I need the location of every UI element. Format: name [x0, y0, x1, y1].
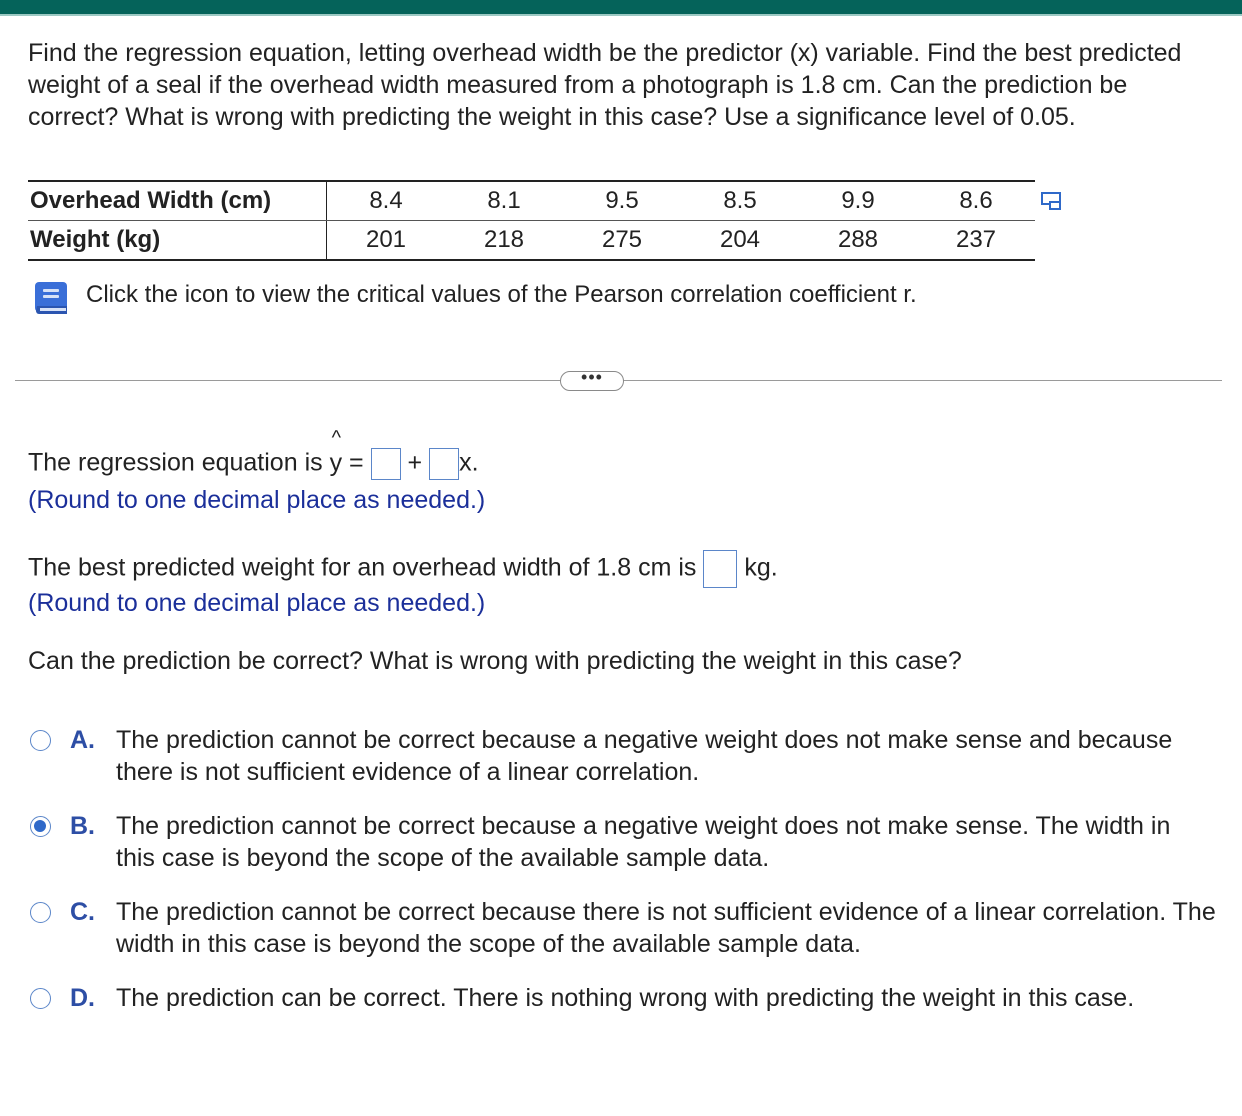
y-symbol: y [329, 448, 343, 477]
table-cell: 201 [327, 221, 446, 261]
option-letter: D. [70, 984, 95, 1012]
table-cell: 9.9 [799, 181, 917, 221]
question-two: Can the prediction be correct? What is wrong with predicting the weight in this case? [28, 647, 962, 675]
option-letter: B. [70, 812, 95, 840]
data-table [28, 180, 1035, 261]
radio-option-b-selected[interactable] [30, 816, 51, 837]
radio-option-c[interactable] [30, 902, 51, 923]
table-row [28, 221, 1035, 261]
radio-option-d[interactable] [30, 988, 51, 1009]
prediction-line [28, 550, 778, 588]
hat-symbol: ^ [331, 426, 341, 449]
prediction-unit: kg. [744, 553, 778, 582]
option-text: The prediction cannot be correct because a negative weight does not make sense. The width in this case is beyond the scope of the available sample data. [116, 812, 1171, 872]
regression-rounding-hint: (Round to one decimal place as needed.) [28, 486, 486, 514]
top-bar [0, 0, 1242, 14]
option-letter: C. [70, 898, 95, 926]
equals-sign: = [349, 448, 364, 477]
table-cell: 8.5 [681, 181, 799, 221]
table-row [28, 181, 1035, 221]
y-hat [329, 426, 343, 478]
predicted-weight-input[interactable] [703, 550, 737, 588]
top-bar-line [0, 14, 1242, 16]
book-icon[interactable] [31, 278, 71, 318]
regression-prefix: The regression equation is [28, 448, 323, 477]
question-text: Find the regression equation, letting overhead width be the predictor (x) variable. Find the best predicted weight of a seal if the overhead width measured from a photograph is 1.8 cm. Can the prediction be correct? What is wrong with predicting the weight in this case? Use a significance level of 0.05. [28, 39, 1182, 131]
option-letter: A. [70, 726, 95, 754]
regression-equation-line [28, 426, 479, 480]
table-cell: 237 [917, 221, 1035, 261]
row-label-weight: Weight (kg) [28, 221, 327, 261]
table-cell: 275 [563, 221, 681, 261]
option-text: The prediction can be correct. There is nothing wrong with predicting the weight in this case. [116, 984, 1135, 1012]
option-text: The prediction cannot be correct because there is not sufficient evidence of a linear correlation. The width in this case is beyond the scope of the available sample data. [116, 898, 1216, 958]
table-cell: 218 [445, 221, 563, 261]
copy-table-icon[interactable] [1040, 190, 1066, 212]
table-cell: 8.6 [917, 181, 1035, 221]
critical-values-link[interactable]: Click the icon to view the critical values of the Pearson correlation coefficient r. [86, 281, 917, 308]
slope-input[interactable] [429, 448, 459, 480]
plus-sign: + [407, 448, 423, 477]
table-cell: 288 [799, 221, 917, 261]
row-label-width: Overhead Width (cm) [28, 181, 327, 221]
expand-more-button[interactable]: ••• [560, 371, 624, 391]
intercept-input[interactable] [371, 448, 401, 480]
table-cell: 204 [681, 221, 799, 261]
prediction-prefix: The best predicted weight for an overhead width of 1.8 cm is [28, 553, 697, 582]
option-text: The prediction cannot be correct because a negative weight does not make sense and because there is not sufficient evidence of a linear correlation. [116, 726, 1173, 786]
x-suffix: x. [459, 448, 479, 477]
table-cell: 8.4 [327, 181, 446, 221]
table-cell: 9.5 [563, 181, 681, 221]
prediction-rounding-hint: (Round to one decimal place as needed.) [28, 589, 486, 617]
radio-option-a[interactable] [30, 730, 51, 751]
table-cell: 8.1 [445, 181, 563, 221]
